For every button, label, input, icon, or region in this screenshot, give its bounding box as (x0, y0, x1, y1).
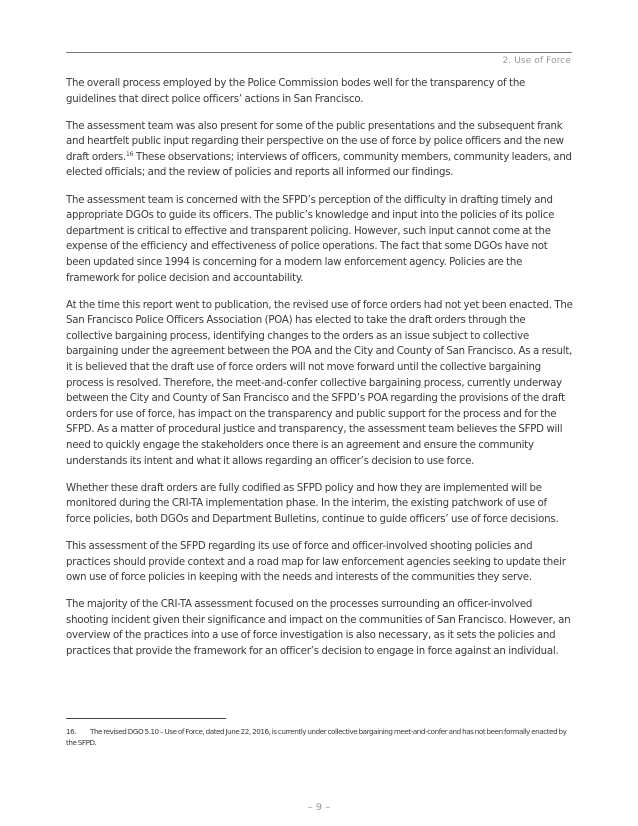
paragraph-2 (66, 119, 574, 181)
footnote-number: 16. (66, 727, 77, 736)
running-header: 2. Use of Force (502, 56, 571, 66)
header-rule (66, 52, 572, 53)
footnote-reference[interactable]: 16 (126, 150, 134, 158)
paragraph-4: At the time this report went to publication, the revised use of force orders had not yet been enacted. The San Francisco Police Officers Association (POA) has elected to take the draft orders through the collective bargaining process, identifying changes to the orders as an issue subject to collective bargaining under the agreement between the POA and the City and County of San Francisco. As a result, it is believed that the draft use of force orders will not move forward until the collective bargaining process is resolved. Therefore, the meet-and-confer collective bargaining process, currently underway between the City and County of San Francisco and the SFPD’s POA regarding the provisions of the draft orders for use of force, has impact on the transparency and public support for the process and for the SFPD. As a matter of procedural justice and transparency, the assessment team believes the SFPD will need to quickly engage the stakeholders once there is an agreement and ensure the community understands its intent and what it allows regarding an officer’s decision to use force. (66, 299, 573, 467)
body-text (66, 76, 574, 671)
page-number: – 9 – (307, 802, 331, 813)
footnote-rule (66, 718, 226, 719)
paragraph-2-text: The assessment team was also present for some of the public presentations and the subsequent frank and heartfelt public input regarding their perspective on the use of force by police officers and the new draft orders. (66, 120, 564, 163)
paragraph-3: The assessment team is concerned with the SFPD’s perception of the difficulty in drafting timely and appropriate DGOs to guide its officers. The public’s knowledge and input into the policies of its police department is critical to effective and transparent policing. However, such input cannot come at the expense of the efficiency and effectiveness of police operations. The fact that some DGOs have not been updated since 1994 is concerning for a modern law enforcement agency. Policies are the framework for police decision and accountability. (66, 194, 555, 284)
footnote-text: The revised DGO 5.10 – Use of Force, dated June 22, 2016, is currently under collective bargaining meet-and-confer and has not been formally enacted by the SFPD. (66, 727, 567, 747)
paragraph-1: The overall process employed by the Police Commission bodes well for the transparency of the guidelines that direct police officers’ actions in San Francisco. (66, 78, 526, 105)
paragraph-6: This assessment of the SFPD regarding its use of force and officer-involved shooting policies and practices should provide context and a road map for law enforcement agencies seeking to update their own use of force policies in keeping with the needs and interests of the communities they serve. (66, 540, 566, 584)
paragraph-5: Whether these draft orders are fully codified as SFPD policy and how they are implemented will be monitored during the CRI-TA implementation phase. In the interim, the existing patchwork of use of force policies, both DGOs and Department Bulletins, continue to guide officers’ use of force decisions. (66, 482, 559, 525)
footnote (66, 727, 574, 748)
paragraph-2-text-continued: These observations; interviews of officers, community members, community leaders, and elected officials; and the review of policies and reports all informed our findings. (66, 151, 572, 179)
paragraph-7: The majority of the CRI-TA assessment focused on the processes surrounding an officer-involved shooting incident given their significance and impact on the communities of San Francisco. However, an overview of the practices into a use of force investigation is also necessary, as it sets the policies and practices that provide the framework for an officer’s decision to engage in force against an individual. (66, 599, 571, 657)
